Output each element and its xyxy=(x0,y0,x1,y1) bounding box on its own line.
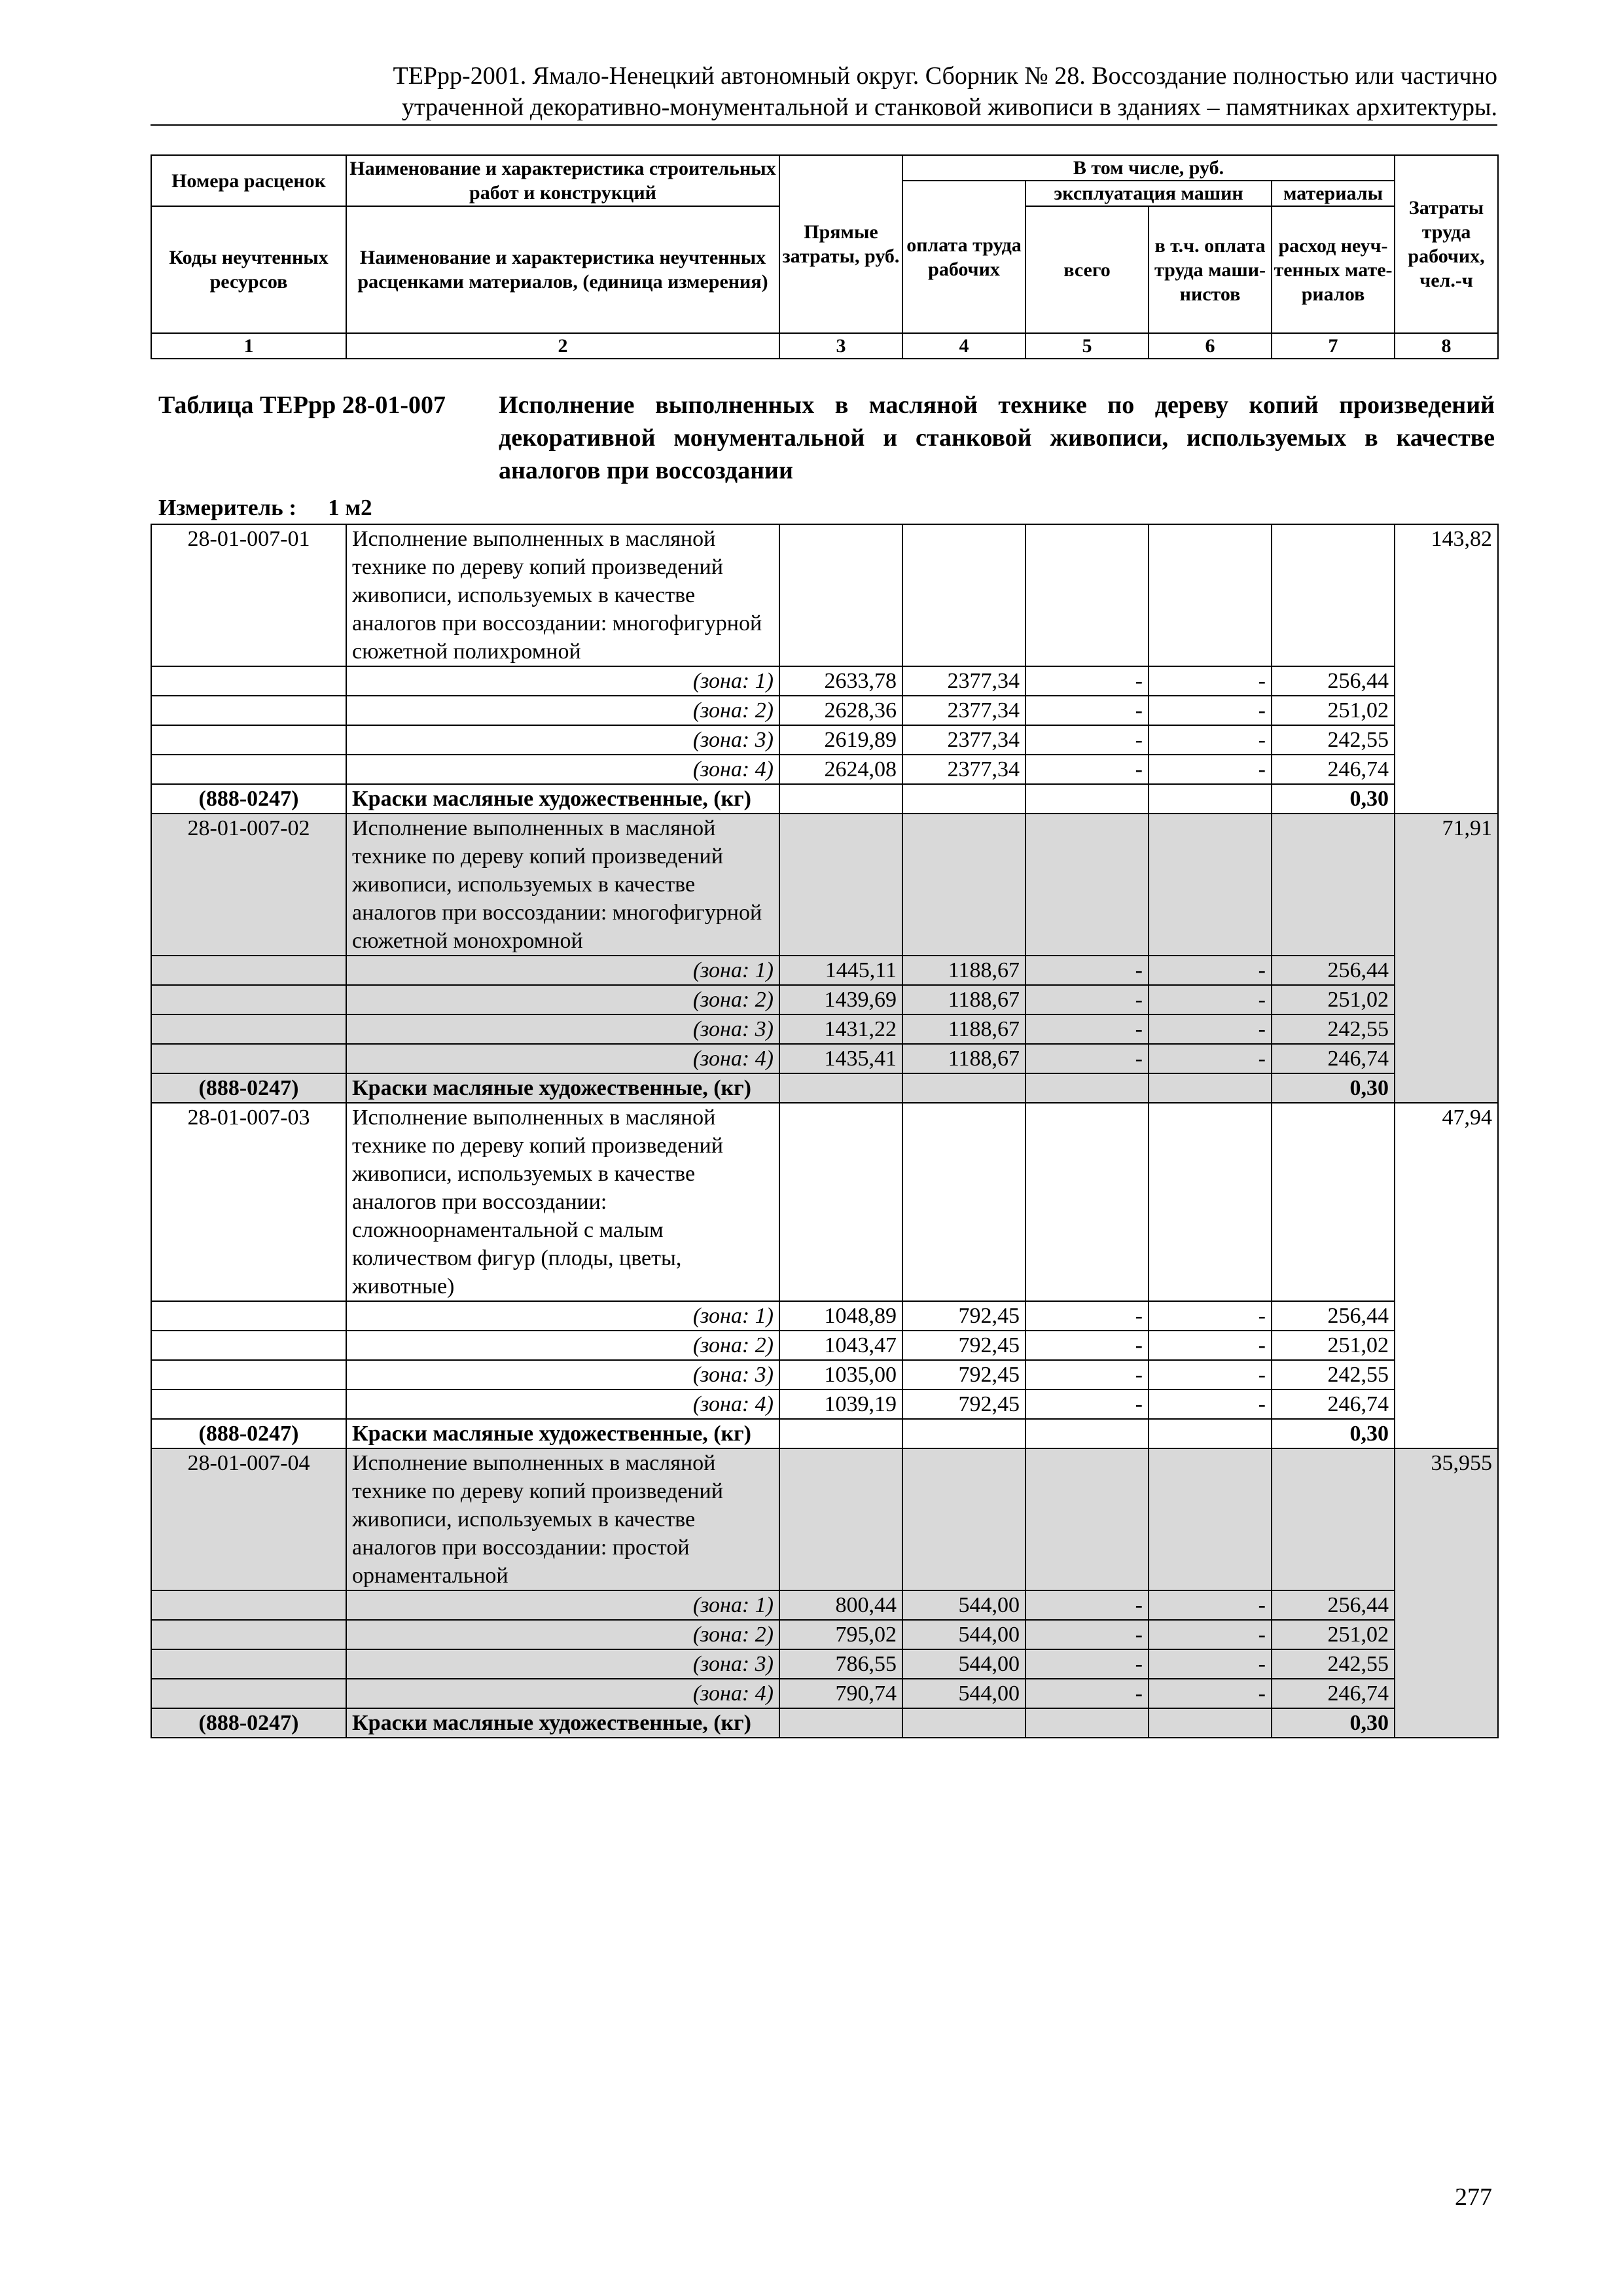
empty-cell xyxy=(779,524,902,666)
table-title-label: Таблица ТЕРрр 28-01-007 xyxy=(158,391,446,419)
zone-row xyxy=(151,1649,1498,1679)
empty-cell xyxy=(1272,524,1395,666)
materials-cost: 246,74 xyxy=(1272,1044,1395,1073)
empty-cell xyxy=(902,524,1026,666)
table-row xyxy=(151,1103,1498,1301)
direct-cost: 2619,89 xyxy=(779,725,902,755)
empty-cell xyxy=(1149,784,1272,814)
materials-cost: 246,74 xyxy=(1272,1679,1395,1708)
machines-total: - xyxy=(1026,755,1149,784)
zone-row xyxy=(151,1331,1498,1360)
zone-row xyxy=(151,1590,1498,1620)
empty-cell xyxy=(902,1419,1026,1448)
zone-label: (зона: 1) xyxy=(346,1301,779,1331)
empty-cell xyxy=(902,1073,1026,1103)
table-row xyxy=(151,814,1498,956)
empty-cell xyxy=(1149,1103,1272,1301)
machines-total: - xyxy=(1026,956,1149,985)
operator-wages: - xyxy=(1149,1301,1272,1331)
machines-total: - xyxy=(1026,1390,1149,1419)
worker-wages: 1188,67 xyxy=(902,956,1026,985)
empty-cell xyxy=(1149,1448,1272,1590)
empty-cell xyxy=(1026,814,1149,956)
zone-row xyxy=(151,696,1498,725)
machines-total: - xyxy=(1026,1679,1149,1708)
empty-cell xyxy=(151,985,346,1014)
machines-total: - xyxy=(1026,985,1149,1014)
direct-cost: 795,02 xyxy=(779,1620,902,1649)
operator-wages: - xyxy=(1149,666,1272,696)
empty-cell xyxy=(1026,784,1149,814)
header-labor-costs: Затраты труда рабочих, чел.-ч xyxy=(1395,155,1498,333)
materials-cost: 242,55 xyxy=(1272,1649,1395,1679)
resource-row xyxy=(151,784,1498,814)
header-direct-costs: Прямые затраты, руб. xyxy=(779,155,902,333)
resource-row xyxy=(151,1708,1498,1738)
empty-cell xyxy=(151,956,346,985)
empty-cell xyxy=(151,1014,346,1044)
measure-label: Измеритель : xyxy=(158,495,297,520)
worker-wages: 2377,34 xyxy=(902,696,1026,725)
resource-row xyxy=(151,1073,1498,1103)
operator-wages: - xyxy=(1149,1679,1272,1708)
direct-cost: 1431,22 xyxy=(779,1014,902,1044)
empty-cell xyxy=(1149,1419,1272,1448)
direct-cost: 1445,11 xyxy=(779,956,902,985)
zone-label: (зона: 2) xyxy=(346,1331,779,1360)
zone-label: (зона: 2) xyxy=(346,696,779,725)
machines-total: - xyxy=(1026,696,1149,725)
machines-total: - xyxy=(1026,1649,1149,1679)
worker-wages: 544,00 xyxy=(902,1649,1026,1679)
direct-cost: 1043,47 xyxy=(779,1331,902,1360)
empty-cell xyxy=(1272,1103,1395,1301)
worker-wages: 792,45 xyxy=(902,1390,1026,1419)
rate-code: 28-01-007-03 xyxy=(151,1103,346,1301)
direct-cost: 790,74 xyxy=(779,1679,902,1708)
zone-label: (зона: 4) xyxy=(346,755,779,784)
header-machines: эксплуатация машин xyxy=(1026,181,1272,206)
zone-row xyxy=(151,1679,1498,1708)
empty-cell xyxy=(779,1073,902,1103)
machines-total: - xyxy=(1026,1620,1149,1649)
direct-cost: 2633,78 xyxy=(779,666,902,696)
empty-cell xyxy=(902,1708,1026,1738)
machines-total: - xyxy=(1026,725,1149,755)
rate-code: 28-01-007-01 xyxy=(151,524,346,666)
materials-cost: 256,44 xyxy=(1272,956,1395,985)
operator-wages: - xyxy=(1149,725,1272,755)
zone-label: (зона: 3) xyxy=(346,1649,779,1679)
empty-cell xyxy=(902,1103,1026,1301)
zone-label: (зона: 1) xyxy=(346,956,779,985)
operator-wages: - xyxy=(1149,985,1272,1014)
empty-cell xyxy=(1149,1708,1272,1738)
empty-cell xyxy=(779,814,902,956)
resource-name: Краски масляные художественные, (кг) xyxy=(346,1419,779,1448)
materials-cost: 251,02 xyxy=(1272,985,1395,1014)
empty-cell xyxy=(1272,814,1395,956)
operator-wages: - xyxy=(1149,1649,1272,1679)
machines-total: - xyxy=(1026,1301,1149,1331)
empty-cell xyxy=(151,1301,346,1331)
direct-cost: 2624,08 xyxy=(779,755,902,784)
empty-cell xyxy=(1149,1073,1272,1103)
table-row xyxy=(151,524,1498,666)
column-number: 8 xyxy=(1395,333,1498,359)
work-description: Исполнение выполненных в масляной технике по дереву копий произведений живописи, используемых в качестве аналогов при воссоздании: многофигурной сюжетной монохромной xyxy=(346,814,779,956)
running-header xyxy=(151,60,1497,126)
zone-label: (зона: 1) xyxy=(346,1590,779,1620)
resource-quantity: 0,30 xyxy=(1272,1708,1395,1738)
worker-wages: 2377,34 xyxy=(902,666,1026,696)
resource-code: (888-0247) xyxy=(151,784,346,814)
empty-cell xyxy=(151,1620,346,1649)
zone-row xyxy=(151,985,1498,1014)
table-row xyxy=(151,1448,1498,1590)
direct-cost: 1039,19 xyxy=(779,1390,902,1419)
resource-quantity: 0,30 xyxy=(1272,1073,1395,1103)
empty-cell xyxy=(902,784,1026,814)
machines-total: - xyxy=(1026,1014,1149,1044)
direct-cost: 786,55 xyxy=(779,1649,902,1679)
measure-unit xyxy=(158,493,372,522)
header-material-usage: расход неуч-тенных мате-риалов xyxy=(1272,206,1395,333)
empty-cell xyxy=(151,696,346,725)
zone-label: (зона: 3) xyxy=(346,725,779,755)
worker-wages: 544,00 xyxy=(902,1590,1026,1620)
worker-wages: 792,45 xyxy=(902,1331,1026,1360)
column-number: 1 xyxy=(151,333,346,359)
page-number: 277 xyxy=(1455,2183,1492,2211)
empty-cell xyxy=(779,1419,902,1448)
empty-cell xyxy=(1272,1448,1395,1590)
resource-code: (888-0247) xyxy=(151,1073,346,1103)
zone-row xyxy=(151,755,1498,784)
operator-wages: - xyxy=(1149,1620,1272,1649)
empty-cell xyxy=(779,1448,902,1590)
zone-label: (зона: 3) xyxy=(346,1014,779,1044)
machines-total: - xyxy=(1026,1044,1149,1073)
materials-cost: 256,44 xyxy=(1272,666,1395,696)
machines-total: - xyxy=(1026,1331,1149,1360)
direct-cost: 1048,89 xyxy=(779,1301,902,1331)
header-rate-numbers: Номера расценок xyxy=(151,155,346,206)
empty-cell xyxy=(779,1103,902,1301)
zone-label: (зона: 2) xyxy=(346,985,779,1014)
column-number: 4 xyxy=(902,333,1026,359)
zone-label: (зона: 2) xyxy=(346,1620,779,1649)
running-header-line-2: утраченной декоративно-монументальной и станковой живописи в зданиях – памятниках архитектуры. xyxy=(401,94,1497,121)
empty-cell xyxy=(151,1390,346,1419)
operator-wages: - xyxy=(1149,1390,1272,1419)
machines-total: - xyxy=(1026,1360,1149,1390)
column-number: 2 xyxy=(346,333,779,359)
column-number: 3 xyxy=(779,333,902,359)
labor-cost: 47,94 xyxy=(1395,1103,1498,1448)
header-work-name: Наименование и характеристика строительных работ и конструкций xyxy=(346,155,779,206)
operator-wages: - xyxy=(1149,1331,1272,1360)
empty-cell xyxy=(1026,1103,1149,1301)
empty-cell xyxy=(151,1649,346,1679)
header-operator-wages: в т.ч. оплата труда маши-нистов xyxy=(1149,206,1272,333)
empty-cell xyxy=(151,1331,346,1360)
labor-cost: 143,82 xyxy=(1395,524,1498,814)
worker-wages: 1188,67 xyxy=(902,1044,1026,1073)
rates-table xyxy=(151,524,1499,1738)
work-description: Исполнение выполненных в масляной технике по дереву копий произведений живописи, используемых в качестве аналогов при воссоздании: сложноорнаментальной с малым количеством фигур (плоды, цветы, животные) xyxy=(346,1103,779,1301)
zone-label: (зона: 4) xyxy=(346,1390,779,1419)
worker-wages: 1188,67 xyxy=(902,985,1026,1014)
empty-cell xyxy=(151,1044,346,1073)
zone-row xyxy=(151,956,1498,985)
empty-cell xyxy=(151,755,346,784)
empty-cell xyxy=(1026,1448,1149,1590)
zone-label: (зона: 1) xyxy=(346,666,779,696)
materials-cost: 246,74 xyxy=(1272,755,1395,784)
zone-row xyxy=(151,1620,1498,1649)
direct-cost: 1435,41 xyxy=(779,1044,902,1073)
operator-wages: - xyxy=(1149,1014,1272,1044)
resource-name: Краски масляные художественные, (кг) xyxy=(346,784,779,814)
header-machines-total: всего xyxy=(1026,206,1149,333)
zone-row xyxy=(151,1301,1498,1331)
materials-cost: 256,44 xyxy=(1272,1590,1395,1620)
worker-wages: 792,45 xyxy=(902,1301,1026,1331)
resource-code: (888-0247) xyxy=(151,1708,346,1738)
direct-cost: 1035,00 xyxy=(779,1360,902,1390)
materials-cost: 256,44 xyxy=(1272,1301,1395,1331)
running-header-line-1: ТЕРрр-2001. Ямало-Ненецкий автономный округ. Сборник № 28. Воссоздание полностью или частично xyxy=(393,62,1497,90)
resource-quantity: 0,30 xyxy=(1272,784,1395,814)
materials-cost: 242,55 xyxy=(1272,725,1395,755)
resource-name: Краски масляные художественные, (кг) xyxy=(346,1708,779,1738)
empty-cell xyxy=(902,814,1026,956)
zone-label: (зона: 4) xyxy=(346,1044,779,1073)
rate-code: 28-01-007-02 xyxy=(151,814,346,956)
operator-wages: - xyxy=(1149,1590,1272,1620)
direct-cost: 1439,69 xyxy=(779,985,902,1014)
zone-label: (зона: 4) xyxy=(346,1679,779,1708)
empty-cell xyxy=(151,1679,346,1708)
labor-cost: 71,91 xyxy=(1395,814,1498,1103)
zone-label: (зона: 3) xyxy=(346,1360,779,1390)
zone-row xyxy=(151,666,1498,696)
materials-cost: 242,55 xyxy=(1272,1360,1395,1390)
operator-wages: - xyxy=(1149,755,1272,784)
worker-wages: 2377,34 xyxy=(902,755,1026,784)
operator-wages: - xyxy=(1149,956,1272,985)
machines-total: - xyxy=(1026,666,1149,696)
materials-cost: 251,02 xyxy=(1272,1620,1395,1649)
worker-wages: 2377,34 xyxy=(902,725,1026,755)
worker-wages: 544,00 xyxy=(902,1620,1026,1649)
empty-cell xyxy=(151,725,346,755)
materials-cost: 246,74 xyxy=(1272,1390,1395,1419)
work-description: Исполнение выполненных в масляной технике по дереву копий произведений живописи, используемых в качестве аналогов при воссоздании: простой орнаментальной xyxy=(346,1448,779,1590)
empty-cell xyxy=(779,1708,902,1738)
work-description: Исполнение выполненных в масляной технике по дереву копий произведений живописи, используемых в качестве аналогов при воссоздании: многофигурной сюжетной полихромной xyxy=(346,524,779,666)
empty-cell xyxy=(1026,1419,1149,1448)
zone-row xyxy=(151,1014,1498,1044)
empty-cell xyxy=(1149,524,1272,666)
rate-code: 28-01-007-04 xyxy=(151,1448,346,1590)
resource-code: (888-0247) xyxy=(151,1419,346,1448)
direct-cost: 2628,36 xyxy=(779,696,902,725)
empty-cell xyxy=(1149,814,1272,956)
header-worker-wages: оплата труда рабочих xyxy=(902,181,1026,333)
resource-quantity: 0,30 xyxy=(1272,1419,1395,1448)
machines-total: - xyxy=(1026,1590,1149,1620)
resource-name: Краски масляные художественные, (кг) xyxy=(346,1073,779,1103)
zone-row xyxy=(151,1390,1498,1419)
column-number: 7 xyxy=(1272,333,1395,359)
zone-row xyxy=(151,1360,1498,1390)
table-title-text: Исполнение выполненных в масляной технике по дереву копий произведений декоративной монументальной и станковой живописи, используемых в качестве аналогов при воссоздании xyxy=(499,391,1495,484)
operator-wages: - xyxy=(1149,1360,1272,1390)
header-resource-codes: Коды неучтенных ресурсов xyxy=(151,206,346,333)
worker-wages: 792,45 xyxy=(902,1360,1026,1390)
header-including: В том числе, руб. xyxy=(902,155,1395,181)
empty-cell xyxy=(1026,524,1149,666)
direct-cost: 800,44 xyxy=(779,1590,902,1620)
materials-cost: 242,55 xyxy=(1272,1014,1395,1044)
measure-value: 1 м2 xyxy=(328,495,372,520)
operator-wages: - xyxy=(1149,696,1272,725)
empty-cell xyxy=(151,666,346,696)
empty-cell xyxy=(151,1360,346,1390)
labor-cost: 35,955 xyxy=(1395,1448,1498,1738)
header-material-names: Наименование и характеристика неучтенных расценками материалов, (единица измерения) xyxy=(346,206,779,333)
column-number: 5 xyxy=(1026,333,1149,359)
materials-cost: 251,02 xyxy=(1272,1331,1395,1360)
empty-cell xyxy=(1026,1708,1149,1738)
worker-wages: 544,00 xyxy=(902,1679,1026,1708)
materials-cost: 251,02 xyxy=(1272,696,1395,725)
column-header-table xyxy=(151,154,1499,359)
empty-cell xyxy=(1026,1073,1149,1103)
zone-row xyxy=(151,1044,1498,1073)
header-materials: материалы xyxy=(1272,181,1395,206)
resource-row xyxy=(151,1419,1498,1448)
worker-wages: 1188,67 xyxy=(902,1014,1026,1044)
zone-row xyxy=(151,725,1498,755)
column-number: 6 xyxy=(1149,333,1272,359)
empty-cell xyxy=(151,1590,346,1620)
operator-wages: - xyxy=(1149,1044,1272,1073)
empty-cell xyxy=(779,784,902,814)
empty-cell xyxy=(902,1448,1026,1590)
